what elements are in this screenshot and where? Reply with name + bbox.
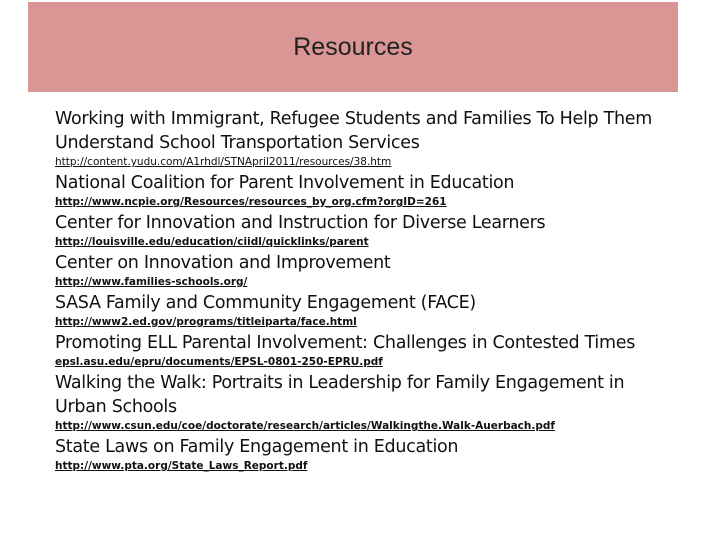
slide-header: [28, 2, 678, 92]
resource-item: [55, 211, 675, 249]
resource-link[interactable]: http://louisville.edu/education/ciidl/quicklinks/parent: [55, 236, 369, 248]
resource-item: [55, 435, 675, 473]
resource-title: Center on Innovation and Improvement: [55, 253, 391, 273]
resource-item: [55, 291, 675, 329]
resource-link[interactable]: http://www2.ed.gov/programs/titleiparta/face.html: [55, 316, 357, 328]
resource-title: SASA Family and Community Engagement (FACE): [55, 293, 476, 313]
resource-item: [55, 251, 675, 289]
resource-item: [55, 331, 675, 369]
resource-link[interactable]: http://www.csun.edu/coe/doctorate/research/articles/Walkingthe.Walk-Auerbach.pdf: [55, 420, 555, 432]
resource-link[interactable]: http://content.yudu.com/A1rhdl/STNApril2011/resources/38.htm: [55, 156, 392, 168]
resource-title: Walking the Walk: Portraits in Leadership for Family Engagement in Urban Schools: [55, 373, 625, 417]
resource-item: [55, 171, 675, 209]
resource-item: [55, 371, 675, 433]
slide-title: Resources: [293, 32, 413, 61]
resource-title: State Laws on Family Engagement in Education: [55, 437, 459, 457]
resource-title: Center for Innovation and Instruction for Diverse Learners: [55, 213, 546, 233]
resource-item: [55, 107, 675, 169]
resource-title: National Coalition for Parent Involvement in Education: [55, 173, 515, 193]
resource-link[interactable]: http://www.families-schools.org/: [55, 276, 248, 288]
resource-title: Working with Immigrant, Refugee Students and Families To Help Them Understand School Transportation Services: [55, 109, 653, 153]
resource-list: [55, 107, 675, 475]
resource-link[interactable]: epsl.asu.edu/epru/documents/EPSL-0801-250-EPRU.pdf: [55, 356, 383, 368]
resource-title: Promoting ELL Parental Involvement: Challenges in Contested Times: [55, 333, 636, 353]
resource-link[interactable]: http://www.pta.org/State_Laws_Report.pdf: [55, 460, 308, 472]
resource-link[interactable]: http://www.ncpie.org/Resources/resources_by_org.cfm?orgID=261: [55, 196, 447, 208]
